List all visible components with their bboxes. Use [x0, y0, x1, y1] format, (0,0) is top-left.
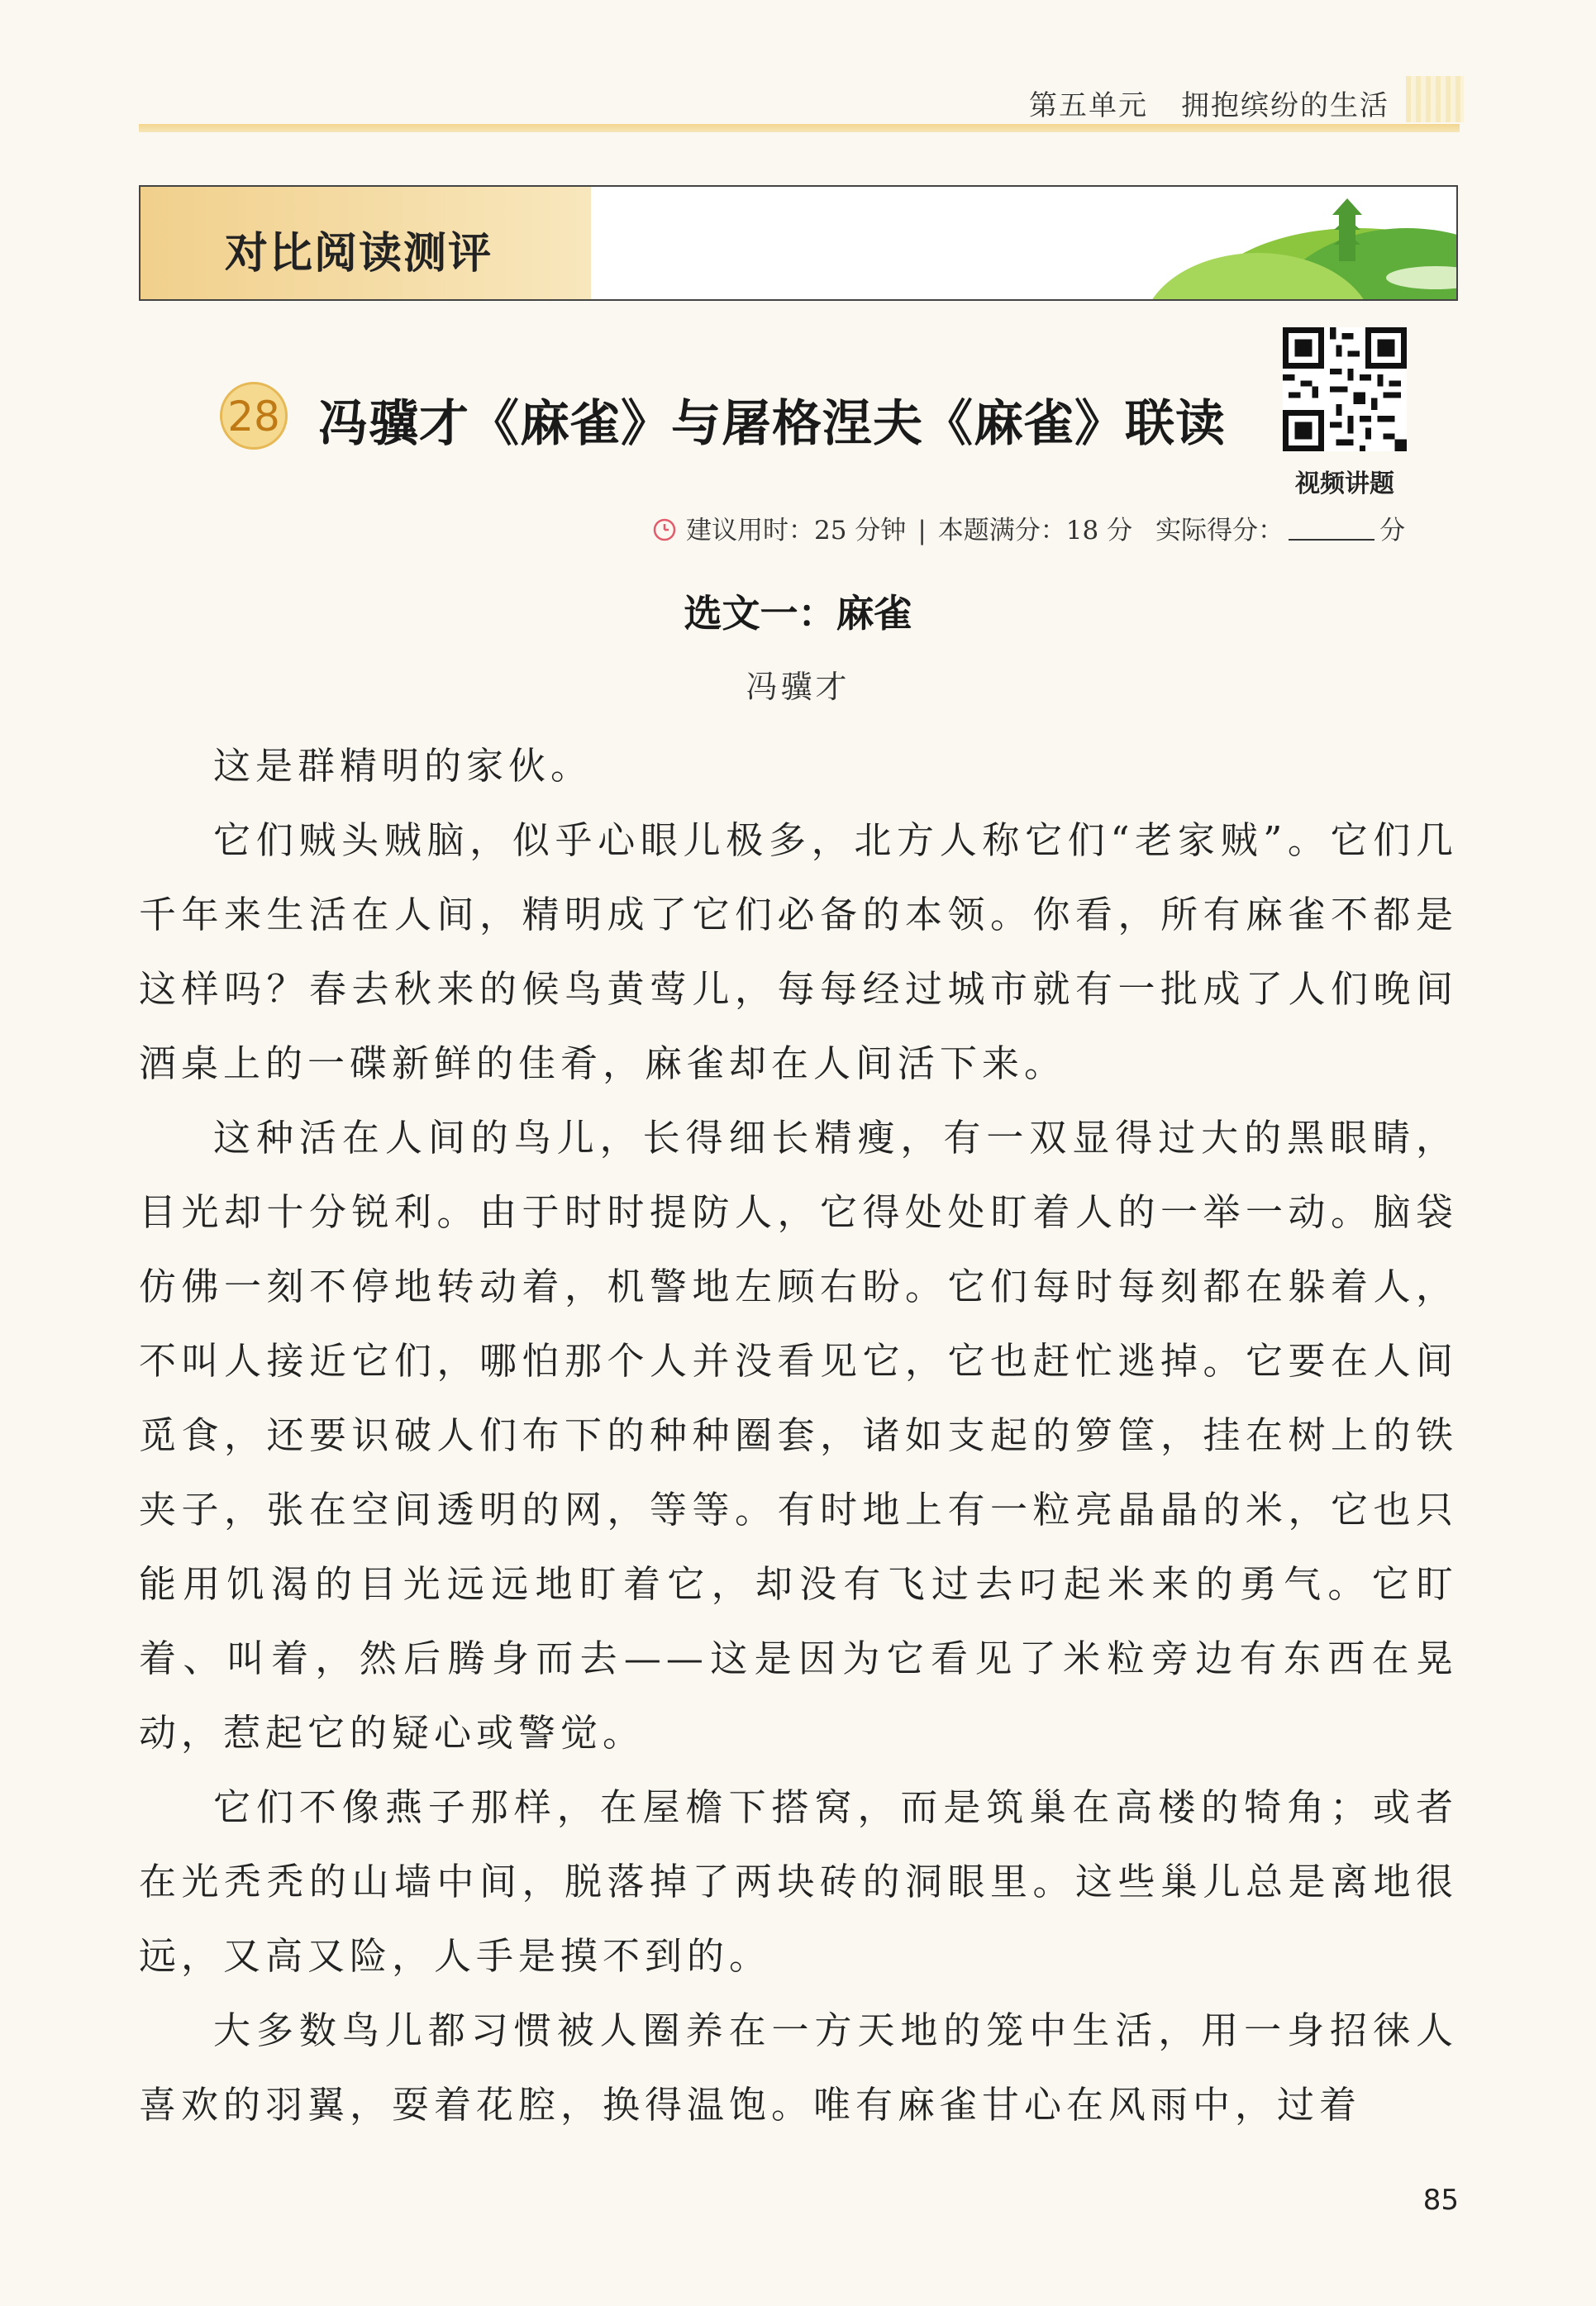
actual-score-label: 实际得分： — [1155, 516, 1284, 546]
page-number: 85 — [1422, 2184, 1459, 2217]
header-decoration — [1406, 76, 1464, 122]
paragraph: 它们贼头贼脑，似乎心眼儿极多，北方人称它们“老家贼”。它们几千年来生活在人间，精明成了它们必备的本领。你看，所有麻雀不都是这样吗？春去秋来的候鸟黄莺儿，每每经过城市就有一批成了人们晚间酒桌上的一碟新鲜的佳肴，麻雀却在人间活下来。 — [139, 818, 1458, 1085]
qr-code-icon[interactable] — [1283, 327, 1407, 451]
paragraph: 它们不像燕子那样，在屋檐下搭窝，而是筑巢在高楼的犄角；或者在光秃秃的山墙中间，脱落掉了两块砖的洞眼里。这些巢儿总是离地很远，又高又险，人手是摸不到的。 — [139, 1785, 1458, 1978]
paragraph: 这是群精明的家伙。 — [213, 744, 593, 788]
full-score: 本题满分：18 分 — [937, 516, 1133, 546]
actual-score-blank[interactable] — [1289, 516, 1374, 541]
unit-theme: 拥抱缤纷的生活 — [1181, 89, 1389, 122]
score-unit: 分 — [1379, 516, 1406, 546]
selection-title: 选文一：麻雀 — [684, 591, 912, 636]
hills-pagoda-icon — [1109, 187, 1456, 301]
clock-icon — [653, 518, 676, 541]
header-rule — [139, 124, 1460, 132]
lesson-title: 冯骥才《麻雀》与屠格涅夫《麻雀》联读 — [318, 395, 1226, 453]
exam-info-line — [653, 509, 1405, 546]
section-banner — [139, 185, 1458, 301]
unit-header — [1029, 83, 1389, 123]
selection-body — [139, 729, 1458, 2142]
suggested-time: 建议用时：25 分钟 — [686, 516, 907, 546]
info-separator: | — [917, 516, 927, 546]
lesson-number-badge: 28 — [220, 382, 288, 450]
selection-author: 冯骥才 — [746, 669, 850, 705]
qr-label: 视频讲题 — [1295, 469, 1394, 498]
banner-title: 对比阅读测评 — [225, 228, 493, 279]
paragraph: 这种活在人间的鸟儿，长得细长精瘦，有一双显得过大的黑眼睛，目光却十分锐利。由于时时提防人，它得处处盯着人的一举一动。脑袋仿佛一刻不停地转动着，机警地左顾右盼。它们每时每刻都在躲着人，不叫人接近它们，哪怕那个人并没看见它，它也赶忙逃掉。它要在人间觅食，还要识破人们布下的种种圈套，诸如支起的箩筐，挂在树上的铁夹子，张在空间透明的网，等等。有时地上有一粒亮晶晶的米，它也只能用饥渴的目光远远地盯着它，却没有飞过去叼起米来的勇气。它盯着、叫着，然后腾身而去——这是因为它看见了米粒旁边有东西在晃动，惹起它的疑心或警觉。 — [139, 1116, 1458, 1755]
unit-label: 第五单元 — [1029, 89, 1148, 122]
paragraph: 大多数鸟儿都习惯被人圈养在一方天地的笼中生活，用一身招徕人喜欢的羽翼，耍着花腔，换得温饱。唯有麻雀甘心在风雨中，过着 — [139, 2008, 1458, 2127]
